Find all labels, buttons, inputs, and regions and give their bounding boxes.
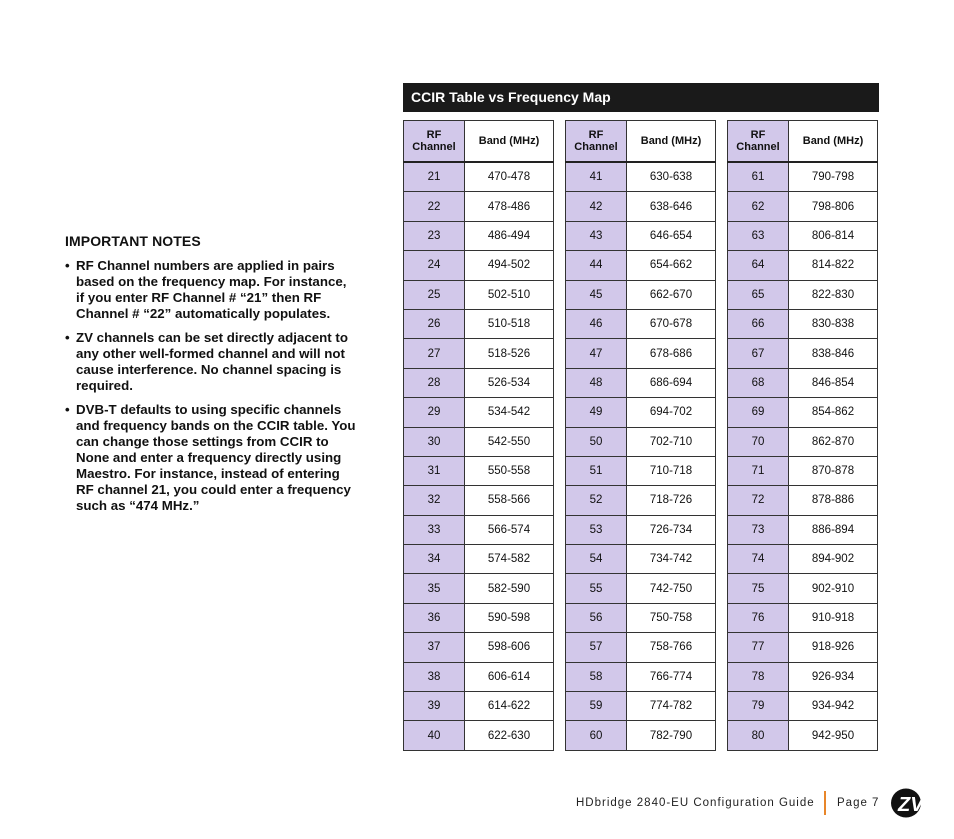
table-row — [728, 251, 878, 280]
table-row — [404, 280, 554, 309]
note-item — [65, 258, 357, 322]
band-cell: 750-758 — [627, 603, 716, 632]
band-cell: 878-886 — [789, 486, 878, 515]
rf-channel-cell: 54 — [566, 545, 627, 574]
note-item — [65, 330, 357, 394]
band-cell: 774-782 — [627, 692, 716, 721]
rf-channel-cell: 38 — [404, 662, 465, 691]
table-row — [566, 692, 716, 721]
rf-channel-cell: 21 — [404, 162, 465, 192]
table-row — [566, 486, 716, 515]
table-header-row — [404, 121, 554, 163]
rf-channel-cell: 46 — [566, 309, 627, 338]
rf-channel-cell: 30 — [404, 427, 465, 456]
rf-channel-cell: 50 — [566, 427, 627, 456]
rf-channel-cell: 66 — [728, 309, 789, 338]
rf-channel-cell: 48 — [566, 368, 627, 397]
band-cell: 694-702 — [627, 398, 716, 427]
table-row — [404, 662, 554, 691]
band-cell: 862-870 — [789, 427, 878, 456]
rf-channel-cell: 39 — [404, 692, 465, 721]
ccir-table-2 — [565, 120, 716, 751]
band-cell: 822-830 — [789, 280, 878, 309]
table-row — [566, 280, 716, 309]
rf-channel-cell: 36 — [404, 603, 465, 632]
table-row — [566, 251, 716, 280]
rf-channel-cell: 24 — [404, 251, 465, 280]
band-cell: 918-926 — [789, 633, 878, 662]
note-text: DVB-T defaults to using specific channels and frequency bands on the CCIR table. You can change those settings from CCIR to None and enter a frequency directly using Maestro. For instance, instead of entering RF channel 21, you could enter a frequency such as “474 MHz.” — [76, 402, 356, 513]
band-cell: 574-582 — [465, 545, 554, 574]
note-text: RF Channel numbers are applied in pairs based on the frequency map. For instance, if you enter RF Channel # “21” then RF Channel # “22” automatically populates. — [76, 258, 347, 321]
band-cell: 766-774 — [627, 662, 716, 691]
band-cell: 654-662 — [627, 251, 716, 280]
band-cell: 638-646 — [627, 192, 716, 221]
table-row — [728, 221, 878, 250]
band-cell: 702-710 — [627, 427, 716, 456]
band-cell: 734-742 — [627, 545, 716, 574]
rf-channel-cell: 27 — [404, 339, 465, 368]
zv-logo-icon — [890, 786, 926, 820]
rf-channel-cell: 29 — [404, 398, 465, 427]
rf-channel-cell: 49 — [566, 398, 627, 427]
rf-channel-cell: 58 — [566, 662, 627, 691]
band-cell: 854-862 — [789, 398, 878, 427]
notes-list — [65, 258, 357, 514]
table-row — [404, 574, 554, 603]
ccir-table-1 — [403, 120, 554, 751]
table-row — [728, 692, 878, 721]
band-cell: 534-542 — [465, 398, 554, 427]
table-row — [728, 603, 878, 632]
rf-channel-cell: 47 — [566, 339, 627, 368]
band-cell: 710-718 — [627, 456, 716, 485]
band-cell: 526-534 — [465, 368, 554, 397]
table-row — [728, 456, 878, 485]
table-row — [728, 633, 878, 662]
table-row — [404, 456, 554, 485]
bullet-icon: • — [65, 258, 70, 273]
rf-channel-cell: 62 — [728, 192, 789, 221]
rf-channel-cell: 32 — [404, 486, 465, 515]
table-row — [566, 192, 716, 221]
rf-header-line-2: Channel — [412, 141, 456, 153]
table-row — [404, 545, 554, 574]
band-cell: 742-750 — [627, 574, 716, 603]
rf-channel-header — [566, 121, 627, 163]
ccir-table-3 — [727, 120, 878, 751]
band-header: Band (MHz) — [789, 121, 878, 163]
rf-channel-cell: 52 — [566, 486, 627, 515]
rf-channel-cell: 80 — [728, 721, 789, 750]
table-row — [566, 398, 716, 427]
rf-header-line-1: RF — [588, 129, 604, 141]
rf-channel-header — [404, 121, 465, 163]
table-row — [728, 545, 878, 574]
rf-header-line-2: Channel — [736, 141, 780, 153]
rf-channel-cell: 45 — [566, 280, 627, 309]
bullet-icon: • — [65, 402, 70, 417]
notes-heading: IMPORTANT NOTES — [65, 233, 201, 249]
rf-channel-cell: 75 — [728, 574, 789, 603]
rf-channel-cell: 73 — [728, 515, 789, 544]
rf-channel-cell: 37 — [404, 633, 465, 662]
table-row — [566, 162, 716, 192]
band-cell: 470-478 — [465, 162, 554, 192]
table-row — [728, 162, 878, 192]
table-row — [728, 574, 878, 603]
table-row — [404, 633, 554, 662]
rf-channel-cell: 68 — [728, 368, 789, 397]
rf-channel-cell: 40 — [404, 721, 465, 750]
rf-channel-cell: 70 — [728, 427, 789, 456]
rf-channel-cell: 65 — [728, 280, 789, 309]
rf-channel-cell: 55 — [566, 574, 627, 603]
rf-channel-cell: 71 — [728, 456, 789, 485]
table-row — [404, 162, 554, 192]
rf-channel-cell: 22 — [404, 192, 465, 221]
table-row — [566, 309, 716, 338]
table-row — [566, 662, 716, 691]
rf-channel-cell: 76 — [728, 603, 789, 632]
table-row — [404, 427, 554, 456]
table-row — [728, 280, 878, 309]
table-row — [728, 192, 878, 221]
table-row — [728, 368, 878, 397]
rf-channel-cell: 42 — [566, 192, 627, 221]
rf-channel-cell: 79 — [728, 692, 789, 721]
table-row — [566, 456, 716, 485]
table-title-bar — [403, 83, 879, 112]
band-cell: 910-918 — [789, 603, 878, 632]
band-cell: 502-510 — [465, 280, 554, 309]
guide-title: HDbridge 2840-EU Configuration Guide — [576, 797, 815, 809]
table-header-row — [566, 121, 716, 163]
band-cell: 830-838 — [789, 309, 878, 338]
table-row — [404, 398, 554, 427]
table-row — [728, 309, 878, 338]
table-row — [404, 309, 554, 338]
band-cell: 758-766 — [627, 633, 716, 662]
band-header: Band (MHz) — [627, 121, 716, 163]
band-cell: 494-502 — [465, 251, 554, 280]
band-cell: 942-950 — [789, 721, 878, 750]
bullet-icon: • — [65, 330, 70, 345]
page-number: Page 7 — [837, 797, 880, 809]
table-row — [566, 545, 716, 574]
rf-channel-cell: 59 — [566, 692, 627, 721]
table-title: CCIR Table vs Frequency Map — [411, 89, 611, 105]
rf-channel-cell: 53 — [566, 515, 627, 544]
table-row — [566, 515, 716, 544]
table-row — [404, 192, 554, 221]
table-row — [566, 603, 716, 632]
band-cell: 558-566 — [465, 486, 554, 515]
band-cell: 814-822 — [789, 251, 878, 280]
band-cell: 630-638 — [627, 162, 716, 192]
rf-channel-cell: 69 — [728, 398, 789, 427]
band-cell: 582-590 — [465, 574, 554, 603]
table-row — [566, 574, 716, 603]
table-row — [728, 339, 878, 368]
band-cell: 606-614 — [465, 662, 554, 691]
note-text: ZV channels can be set directly adjacent to any other well-formed channel and will not cause interference. No channel spacing is required. — [76, 330, 348, 393]
table-row — [566, 721, 716, 750]
band-cell: 846-854 — [789, 368, 878, 397]
note-item — [65, 402, 357, 514]
rf-channel-cell: 25 — [404, 280, 465, 309]
table-row — [566, 633, 716, 662]
rf-header-line-1: RF — [426, 129, 442, 141]
band-cell: 798-806 — [789, 192, 878, 221]
table-header-row — [728, 121, 878, 163]
rf-channel-cell: 78 — [728, 662, 789, 691]
band-cell: 486-494 — [465, 221, 554, 250]
rf-channel-cell: 77 — [728, 633, 789, 662]
rf-channel-cell: 44 — [566, 251, 627, 280]
band-cell: 614-622 — [465, 692, 554, 721]
band-cell: 806-814 — [789, 221, 878, 250]
rf-channel-cell: 41 — [566, 162, 627, 192]
table-row — [404, 368, 554, 397]
table-row — [728, 721, 878, 750]
rf-channel-cell: 43 — [566, 221, 627, 250]
rf-channel-cell: 28 — [404, 368, 465, 397]
rf-channel-cell: 63 — [728, 221, 789, 250]
rf-channel-cell: 23 — [404, 221, 465, 250]
band-cell: 566-574 — [465, 515, 554, 544]
band-cell: 662-670 — [627, 280, 716, 309]
band-cell: 718-726 — [627, 486, 716, 515]
logo-z: ZV — [898, 794, 924, 816]
band-cell: 886-894 — [789, 515, 878, 544]
table-row — [404, 251, 554, 280]
band-header: Band (MHz) — [465, 121, 554, 163]
rf-channel-cell: 51 — [566, 456, 627, 485]
rf-channel-cell: 35 — [404, 574, 465, 603]
band-cell: 550-558 — [465, 456, 554, 485]
rf-channel-cell: 74 — [728, 545, 789, 574]
rf-channel-cell: 34 — [404, 545, 465, 574]
table-row — [728, 515, 878, 544]
table-row — [566, 427, 716, 456]
band-cell: 686-694 — [627, 368, 716, 397]
band-cell: 518-526 — [465, 339, 554, 368]
rf-header-line-1: RF — [750, 129, 766, 141]
table-row — [566, 339, 716, 368]
band-cell: 894-902 — [789, 545, 878, 574]
band-cell: 782-790 — [627, 721, 716, 750]
rf-channel-cell: 72 — [728, 486, 789, 515]
table-row — [404, 692, 554, 721]
band-cell: 622-630 — [465, 721, 554, 750]
table-row — [404, 515, 554, 544]
band-cell: 478-486 — [465, 192, 554, 221]
table-row — [404, 486, 554, 515]
table-row — [404, 603, 554, 632]
band-cell: 590-598 — [465, 603, 554, 632]
band-cell: 902-910 — [789, 574, 878, 603]
table-row — [728, 662, 878, 691]
band-cell: 670-678 — [627, 309, 716, 338]
band-cell: 542-550 — [465, 427, 554, 456]
rf-channel-cell: 67 — [728, 339, 789, 368]
rf-channel-cell: 26 — [404, 309, 465, 338]
table-row — [566, 368, 716, 397]
rf-channel-cell: 61 — [728, 162, 789, 192]
table-row — [404, 221, 554, 250]
rf-channel-cell: 33 — [404, 515, 465, 544]
band-cell: 510-518 — [465, 309, 554, 338]
rf-channel-cell: 64 — [728, 251, 789, 280]
band-cell: 790-798 — [789, 162, 878, 192]
band-cell: 598-606 — [465, 633, 554, 662]
band-cell: 726-734 — [627, 515, 716, 544]
rf-channel-cell: 57 — [566, 633, 627, 662]
important-notes — [65, 233, 357, 522]
rf-channel-header — [728, 121, 789, 163]
rf-channel-cell: 31 — [404, 456, 465, 485]
band-cell: 926-934 — [789, 662, 878, 691]
table-row — [404, 339, 554, 368]
rf-channel-cell: 60 — [566, 721, 627, 750]
band-cell: 838-846 — [789, 339, 878, 368]
band-cell: 678-686 — [627, 339, 716, 368]
table-row — [728, 486, 878, 515]
table-row — [566, 221, 716, 250]
table-row — [728, 427, 878, 456]
table-row — [728, 398, 878, 427]
band-cell: 934-942 — [789, 692, 878, 721]
band-cell: 870-878 — [789, 456, 878, 485]
footer-separator — [824, 791, 826, 815]
rf-header-line-2: Channel — [574, 141, 618, 153]
table-row — [404, 721, 554, 750]
rf-channel-cell: 56 — [566, 603, 627, 632]
band-cell: 646-654 — [627, 221, 716, 250]
